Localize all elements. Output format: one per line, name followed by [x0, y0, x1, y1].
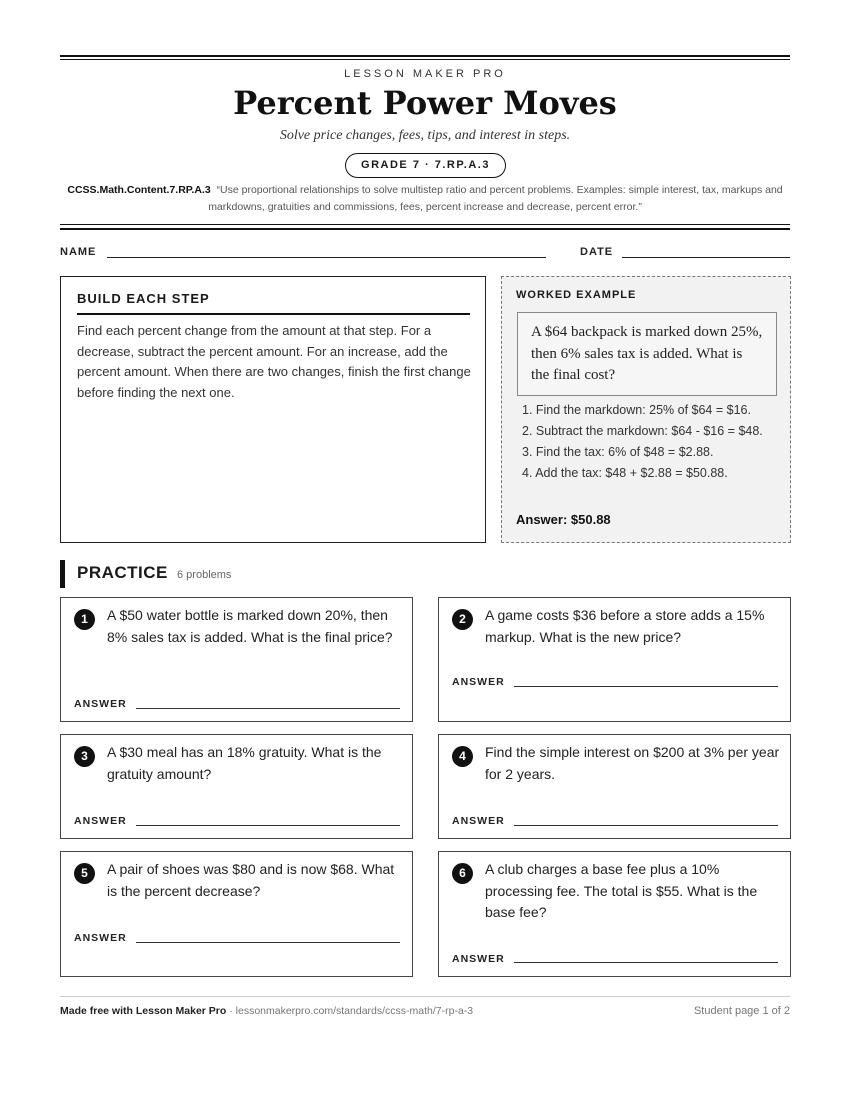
answer-label: ANSWER	[452, 676, 505, 688]
worked-steps	[522, 401, 784, 485]
header-rule	[60, 224, 790, 225]
worked-step: 2. Subtract the markdown: $64 - $16 = $48.	[522, 424, 763, 438]
practice-heading: PRACTICE	[77, 563, 168, 582]
answer-label: ANSWER	[74, 815, 127, 827]
problem-number: 3	[74, 746, 95, 767]
build-instructions: Find each percent change from the amount at that step. For a decrease, subtract the percent amount. For an increase, add the percent amount. When there are two changes, finish the first change before finding the next one.	[77, 323, 471, 400]
problem-card-2	[438, 597, 791, 722]
problem-card-1	[60, 597, 413, 722]
problem-text: A $30 meal has an 18% gratuity. What is the gratuity amount?	[107, 744, 382, 782]
answer-field[interactable]	[514, 686, 778, 687]
footer-url[interactable]: · lessonmakerpro.com/standards/ccss-math/7-rp-a-3	[226, 1005, 474, 1017]
top-rule-thin	[60, 59, 790, 60]
problem-number: 1	[74, 609, 95, 630]
answer-field[interactable]	[136, 825, 400, 826]
practice-accent-bar	[60, 560, 65, 588]
top-rule	[60, 55, 790, 57]
answer-label: ANSWER	[74, 932, 127, 944]
name-field[interactable]	[107, 257, 546, 258]
problem-card-4	[438, 734, 791, 839]
problem-number: 5	[74, 863, 95, 884]
standard-text	[65, 182, 785, 216]
worked-answer: Answer: $50.88	[516, 512, 611, 527]
build-heading: BUILD EACH STEP	[77, 291, 210, 306]
problem-number: 6	[452, 863, 473, 884]
problem-card-5	[60, 851, 413, 977]
problem-text: A game costs $36 before a store adds a 15% markup. What is the new price?	[485, 607, 765, 645]
worked-step: 1. Find the markdown: 25% of $64 = $16.	[522, 403, 751, 417]
answer-field[interactable]	[136, 708, 400, 709]
problem-card-6	[438, 851, 791, 977]
page-title: Percent Power Moves	[233, 84, 617, 122]
date-label: DATE	[580, 246, 614, 258]
footer-page-number: Student page 1 of 2	[693, 1005, 790, 1017]
worked-heading: WORKED EXAMPLE	[516, 289, 637, 301]
page-subtitle: Solve price changes, fees, tips, and interest in steps.	[279, 128, 571, 143]
answer-label: ANSWER	[74, 698, 127, 710]
worked-step: 3. Find the tax: 6% of $48 = $2.88.	[522, 445, 714, 459]
brand-label: LESSON MAKER PRO	[344, 68, 506, 80]
problem-text: Find the simple interest on $200 at 3% per year for 2 years.	[485, 744, 780, 782]
footer-rule	[60, 996, 790, 997]
problem-text: A pair of shoes was $80 and is now $68. What is the percent decrease?	[107, 861, 395, 899]
footer-made-with: Made free with Lesson Maker Pro	[60, 1005, 227, 1017]
problem-card-3	[60, 734, 413, 839]
answer-label: ANSWER	[452, 815, 505, 827]
build-heading-rule	[77, 313, 470, 315]
problem-number: 4	[452, 746, 473, 767]
worked-question: A $64 backpack is marked down 25%, then 6% sales tax is added. What is the final cost?	[517, 312, 777, 396]
answer-field[interactable]	[136, 942, 400, 943]
answer-field[interactable]	[514, 825, 778, 826]
footer-credit	[60, 1005, 473, 1017]
date-field[interactable]	[622, 257, 790, 258]
name-label: NAME	[60, 246, 97, 258]
answer-label: ANSWER	[452, 953, 505, 965]
grade-badge: GRADE 7 · 7.RP.A.3	[345, 153, 506, 178]
worked-example-box	[501, 276, 791, 543]
standard-code: CCSS.Math.Content.7.RP.A.3	[67, 184, 211, 196]
problem-number: 2	[452, 609, 473, 630]
build-each-step-box	[60, 276, 486, 543]
practice-count: 6 problems	[177, 569, 232, 581]
problem-text: A $50 water bottle is marked down 20%, then 8% sales tax is added. What is the final price?	[107, 607, 393, 645]
header-rule-thick	[60, 228, 790, 230]
worked-step: 4. Add the tax: $48 + $2.88 = $50.88.	[522, 466, 728, 480]
answer-field[interactable]	[514, 962, 778, 963]
problem-text: A club charges a base fee plus a 10% processing fee. The total is $55. What is the base fee?	[485, 861, 758, 920]
standard-description: “Use proportional relationships to solve multistep ratio and percent problems. Examples: simple interest, tax, markups and markdowns, gratuities and commissions, fees, percent increase and decrease, percent error.”	[208, 184, 783, 213]
